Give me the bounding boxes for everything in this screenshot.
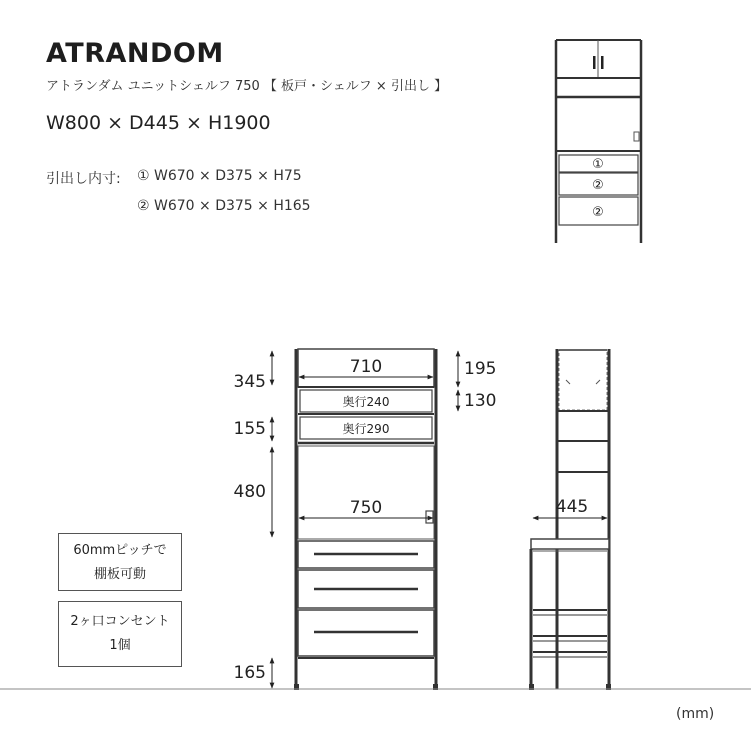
thumb-drawer-mark-2: ② xyxy=(592,178,604,193)
outlet-line1: 2ヶ口コンセント xyxy=(70,614,170,629)
height-155: 155 xyxy=(233,419,266,439)
shelf-pitch-line2: 棚板可動 xyxy=(93,567,146,582)
drawer-size-2: ② W670 × D375 × H165 xyxy=(137,198,311,214)
thumb-drawer-mark-3: ② xyxy=(592,205,604,220)
height-480: 480 xyxy=(233,482,266,502)
depth-upper-label: 奥行240 xyxy=(342,395,390,409)
shelf-pitch-note xyxy=(58,533,182,591)
outlet-line2: 1個 xyxy=(109,638,131,653)
overall-dimensions: W800 × D445 × H1900 xyxy=(46,112,271,134)
height-130: 130 xyxy=(464,391,497,411)
thumb-drawer-mark-1: ① xyxy=(592,157,604,172)
thumbnail-shelf xyxy=(556,40,641,243)
front-width-main: 750 xyxy=(349,498,383,518)
brand-title: ATRANDOM xyxy=(46,38,224,69)
drawer-inner-label: 引出し内寸: xyxy=(46,171,121,187)
product-subtitle: アトランダム ユニットシェルフ 750 【 板戸・シェルフ × 引出し 】 xyxy=(46,79,448,94)
height-345: 345 xyxy=(233,372,266,392)
front-view xyxy=(234,349,497,690)
depth-lower-label: 奥行290 xyxy=(342,422,390,436)
front-width-top: 710 xyxy=(349,357,383,377)
outlet-note xyxy=(58,601,182,667)
height-165: 165 xyxy=(233,663,266,683)
unit-label: (mm) xyxy=(676,706,715,722)
side-view xyxy=(529,349,611,690)
shelf-pitch-line1: 60mmピッチで xyxy=(73,543,167,558)
drawer-size-1: ① W670 × D375 × H75 xyxy=(137,168,302,184)
height-195: 195 xyxy=(464,359,497,379)
side-depth: 445 xyxy=(555,497,589,517)
